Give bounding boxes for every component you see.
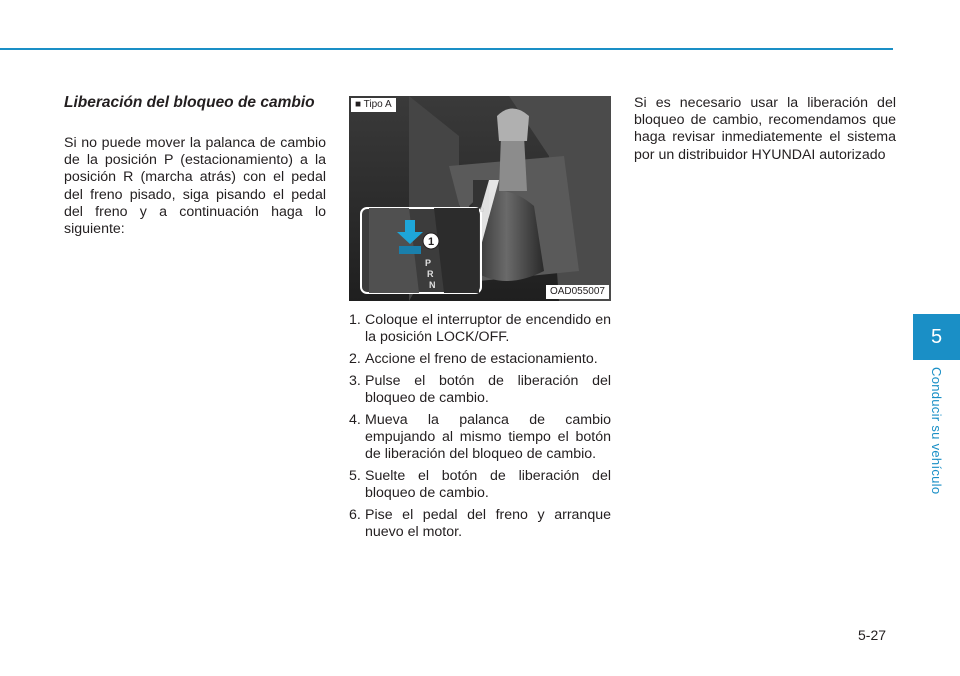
step-item: 5. Suelte el botón de liberación del bloqueo de cambio. bbox=[349, 467, 611, 501]
figure-code: OAD055007 bbox=[546, 285, 609, 299]
step-item: 1. Coloque el interruptor de encendido en la posición LOCK/OFF. bbox=[349, 312, 611, 346]
step-item: 2. Accione el freno de estacionamiento. bbox=[349, 350, 598, 367]
gear-label-p: P bbox=[425, 258, 432, 268]
header-rule bbox=[0, 48, 893, 50]
step-item: 6. Pise el pedal del freno y arranque nuevo el motor. bbox=[349, 506, 611, 540]
chapter-number-tab: 5 bbox=[913, 314, 960, 360]
callout-number: 1 bbox=[427, 236, 435, 248]
console-drawing bbox=[349, 96, 611, 301]
section-title: Liberación del bloqueo de cambio bbox=[64, 94, 315, 111]
procedure-steps bbox=[349, 312, 611, 545]
page-number: 5-27 bbox=[858, 627, 887, 643]
step-item: 3. Pulse el botón de liberación del bloqueo de cambio. bbox=[349, 372, 611, 406]
step-item: 4. Mueva la palanca de cambio empujando al mismo tiempo el botón de liberación del bloqueo de cambio. bbox=[349, 411, 611, 462]
intro-paragraph: Si no puede mover la palanca de cambio de la posición P (estacionamiento) a la posición R (marcha atrás) con el pedal del freno pisado, siga pisando el pedal del freno y a continuación haga lo siguiente: bbox=[64, 135, 326, 238]
figure-type-label: ■ Tipo A bbox=[351, 98, 396, 112]
gear-label-d: D bbox=[480, 208, 485, 214]
note-paragraph: Si es necesario usar la liberación del bloqueo de cambio, recomendamos que haga revisar inmediatemente el sistema por un distribuidor HYUNDAI autorizado bbox=[634, 95, 896, 163]
shift-lock-illustration bbox=[349, 96, 611, 301]
gear-label-n: N bbox=[429, 280, 436, 290]
gear-label-r: R bbox=[427, 269, 434, 279]
